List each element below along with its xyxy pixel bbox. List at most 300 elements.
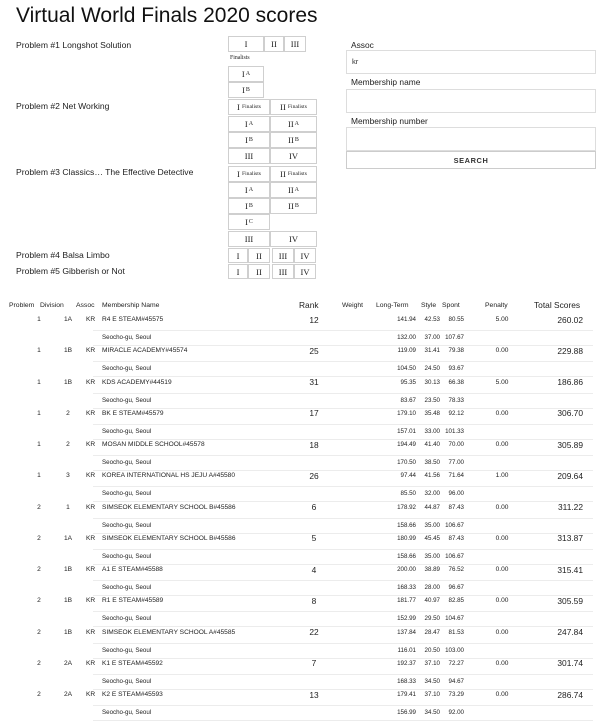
- cell-division: 1B: [63, 378, 73, 386]
- cell-assoc: KR: [86, 659, 96, 667]
- cell-assoc: KR: [86, 566, 96, 573]
- cell-problem: 2: [37, 659, 41, 667]
- cell-rank: 26: [309, 470, 319, 481]
- p3-button-III[interactable]: [228, 231, 270, 247]
- cell-name: SIMSEOK ELEMENTARY SCHOOL B#45586: [102, 534, 236, 542]
- p2-button-II-finalists[interactable]: [270, 99, 317, 115]
- cell-location: Seocho-gu, Seoul: [102, 615, 152, 623]
- cell-problem: 2: [37, 534, 41, 542]
- row-divider: [93, 361, 593, 362]
- problem-4-label: Problem #4 Balsa Limbo: [16, 250, 110, 260]
- cell-total: 186.86: [557, 377, 583, 387]
- p3-button-I-finalists[interactable]: [228, 166, 270, 182]
- row-divider: [93, 501, 593, 502]
- cell-lt: 178.92: [397, 503, 416, 511]
- cell-spont2: 93.67: [448, 365, 464, 373]
- p2-button-IV[interactable]: [270, 148, 317, 164]
- cell-problem: 2: [37, 503, 41, 511]
- p3-IIA-label: II: [287, 185, 294, 195]
- search-button[interactable]: SEARCH: [346, 151, 596, 169]
- cell-lt2: 85.50: [400, 490, 416, 498]
- cell-problem: 1: [37, 316, 41, 323]
- p2-III-label: III: [244, 151, 254, 161]
- cell-problem: 2: [37, 628, 41, 636]
- p1-IA-sub: A: [245, 71, 251, 77]
- cell-spont: 82.85: [448, 597, 464, 605]
- cell-assoc: KR: [86, 441, 96, 448]
- cell-total: 306.70: [557, 408, 583, 419]
- cell-lt2: 168.33: [397, 677, 416, 685]
- p4-button-III[interactable]: [272, 248, 294, 263]
- cell-problem: 1: [37, 441, 41, 448]
- cell-division: 1A: [63, 534, 73, 542]
- cell-spont2: 96.67: [448, 584, 464, 591]
- cell-name: BK E STEAM#45579: [102, 409, 164, 417]
- cell-style2: 35.00: [424, 552, 440, 560]
- cell-lt: 141.94: [397, 316, 416, 323]
- cell-name: MIRACLE ACADEMY#45574: [102, 347, 188, 355]
- cell-spont2: 104.67: [445, 615, 464, 623]
- p5-II-label: II: [256, 266, 262, 277]
- cell-location: Seocho-gu, Seoul: [102, 521, 152, 529]
- cell-spont: 81.53: [448, 628, 464, 636]
- p3-IC-label: I: [245, 217, 248, 227]
- cell-division: 2A: [63, 659, 73, 667]
- cell-total: 229.88: [557, 345, 583, 356]
- cell-lt: 192.37: [397, 659, 416, 667]
- p1-button-IA[interactable]: [228, 66, 264, 82]
- p4-button-I[interactable]: [228, 248, 248, 263]
- cell-location: Seocho-gu, Seoul: [102, 709, 152, 716]
- cell-style: 44.87: [424, 503, 440, 511]
- problem-3-label: Problem #3 Classics… The Effective Detective: [16, 167, 194, 177]
- row-divider: [93, 626, 593, 627]
- cell-name: MOSAN MIDDLE SCHOOL#45578: [102, 441, 205, 448]
- cell-spont2: 94.67: [448, 677, 464, 685]
- col-header-long-term: Long-Term: [376, 302, 409, 309]
- cell-location: Seocho-gu, Seoul: [102, 490, 152, 498]
- cell-penalty: 1.00: [495, 472, 509, 480]
- cell-spont2: 96.00: [448, 490, 464, 498]
- cell-location: Seocho-gu, Seoul: [102, 365, 152, 373]
- cell-lt: 180.99: [397, 534, 416, 542]
- row-divider: [93, 424, 593, 425]
- row-divider: [93, 611, 593, 612]
- cell-style: 37.10: [424, 659, 440, 667]
- p3-button-IIB[interactable]: [270, 198, 317, 214]
- row-divider: [93, 470, 593, 471]
- problem-2-label: Problem #2 Net Working: [16, 101, 110, 111]
- cell-style2: 32.00: [424, 490, 440, 498]
- p2-IA-sub: A: [248, 121, 254, 127]
- cell-penalty: 0.00: [495, 659, 509, 667]
- cell-spont: 72.27: [448, 659, 464, 667]
- cell-name: A1 E STEAM#45588: [102, 566, 163, 573]
- cell-style2: 33.00: [424, 427, 440, 435]
- p5-button-IV[interactable]: [294, 264, 316, 279]
- cell-name: R4 E STEAM#45575: [102, 316, 164, 323]
- cell-rank: 12: [309, 314, 319, 325]
- p3-button-IB[interactable]: [228, 198, 270, 214]
- p3-IIB-sub: B: [294, 203, 299, 209]
- cell-style: 37.10: [424, 691, 440, 698]
- cell-division: 2: [66, 409, 70, 417]
- p3-II-label: II: [280, 169, 286, 179]
- p2-button-IIA[interactable]: [270, 116, 317, 132]
- cell-lt2: 116.01: [397, 646, 416, 654]
- cell-spont: 73.29: [448, 691, 464, 698]
- cell-assoc: KR: [86, 628, 96, 636]
- cell-lt: 200.00: [397, 566, 416, 573]
- cell-style: 38.89: [424, 566, 440, 573]
- p3-IIA-sub: A: [294, 187, 299, 193]
- row-divider: [93, 408, 593, 409]
- col-header-weight: Weight: [342, 302, 364, 309]
- cell-division: 2A: [63, 691, 73, 698]
- p3-IA-label: I: [244, 185, 248, 195]
- p5-III-label: III: [278, 266, 288, 277]
- row-divider: [93, 643, 593, 644]
- row-divider: [93, 580, 593, 581]
- p2-IIB-label: II: [288, 135, 294, 145]
- cell-rank: 7: [311, 658, 317, 669]
- p1-button-I[interactable]: [228, 36, 264, 52]
- row-divider: [93, 595, 593, 596]
- p5-button-III[interactable]: [272, 264, 294, 279]
- membership-number-label: Membership number: [351, 116, 428, 126]
- cell-total: 301.74: [557, 658, 583, 669]
- p2-finalists-a: Finalists: [242, 104, 261, 110]
- cell-style2: 38.50: [424, 459, 440, 466]
- cell-problem: 1: [37, 409, 41, 417]
- cell-location: Seocho-gu, Seoul: [102, 396, 152, 404]
- row-divider: [93, 393, 593, 394]
- row-divider: [93, 518, 593, 519]
- cell-total: 305.89: [557, 439, 583, 450]
- row-divider: [93, 345, 593, 346]
- cell-style2: 28.00: [424, 584, 440, 591]
- cell-location: Seocho-gu, Seoul: [102, 552, 152, 560]
- cell-total: 286.74: [557, 689, 583, 700]
- cell-division: 1B: [63, 566, 73, 573]
- cell-style: 42.53: [424, 316, 440, 323]
- p2-button-III[interactable]: [228, 148, 270, 164]
- p1-II-label: II: [271, 39, 277, 49]
- cell-total: 315.41: [557, 564, 583, 575]
- col-header-assoc: Assoc: [76, 302, 95, 309]
- row-divider: [93, 564, 593, 565]
- cell-assoc: KR: [86, 378, 96, 386]
- p2-IV-label: IV: [289, 151, 298, 161]
- cell-location: Seocho-gu, Seoul: [102, 646, 152, 654]
- cell-style: 40.97: [424, 597, 440, 605]
- problem-1-label: Problem #1 Longshot Solution: [16, 40, 132, 50]
- cell-spont: 76.52: [448, 566, 464, 573]
- row-divider: [93, 533, 593, 534]
- p2-button-IIB[interactable]: [270, 132, 317, 148]
- cell-lt: 179.41: [397, 691, 416, 698]
- p3-IV-label: IV: [289, 234, 298, 244]
- cell-lt: 181.77: [397, 597, 416, 605]
- cell-spont2: 106.67: [445, 552, 464, 560]
- cell-lt2: 156.99: [397, 709, 416, 716]
- p1-finalists-label: Finalists: [230, 55, 250, 61]
- p3-button-IV[interactable]: [270, 231, 317, 247]
- row-divider: [93, 689, 593, 690]
- p4-button-II[interactable]: [248, 248, 270, 263]
- cell-total: 209.64: [557, 470, 583, 481]
- col-header-total-scores: Total Scores: [534, 300, 581, 310]
- cell-penalty: 0.00: [495, 566, 509, 573]
- row-divider: [93, 439, 593, 440]
- cell-location: Seocho-gu, Seoul: [102, 677, 152, 685]
- cell-spont: 87.43: [448, 503, 464, 511]
- assoc-input[interactable]: kr: [346, 50, 596, 74]
- p3-button-IIA[interactable]: [270, 182, 317, 198]
- p1-I-label: I: [244, 39, 248, 49]
- cell-spont2: 103.00: [445, 646, 464, 654]
- col-header-membership-name: Membership Name: [102, 302, 160, 309]
- cell-division: 1B: [63, 347, 73, 355]
- cell-style2: 29.50: [424, 615, 440, 623]
- cell-rank: 18: [309, 439, 319, 450]
- cell-lt2: 158.66: [397, 552, 416, 560]
- cell-rank: 17: [309, 408, 319, 419]
- p3-IIB-label: II: [288, 201, 294, 211]
- cell-style: 31.41: [424, 347, 440, 355]
- row-divider: [93, 486, 593, 487]
- cell-spont2: 106.67: [445, 521, 464, 529]
- p5-IV-label: IV: [300, 266, 310, 277]
- problem-5-label: Problem #5 Gibberish or Not: [16, 266, 125, 276]
- cell-name: KDS ACADEMY#44519: [102, 378, 172, 386]
- cell-style: 30.13: [424, 378, 440, 386]
- cell-style2: 34.50: [424, 709, 440, 716]
- cell-style2: 34.50: [424, 677, 440, 685]
- cell-spont: 79.38: [448, 347, 464, 355]
- cell-assoc: KR: [86, 472, 96, 480]
- cell-style: 28.47: [424, 628, 440, 636]
- cell-style2: 24.50: [424, 365, 440, 373]
- cell-lt2: 104.50: [397, 365, 416, 373]
- p3-button-II-finalists[interactable]: [270, 166, 317, 182]
- p4-II-label: II: [256, 250, 262, 261]
- cell-division: 1B: [63, 628, 73, 636]
- cell-rank: 5: [311, 533, 317, 544]
- p3-button-IA[interactable]: [228, 182, 270, 198]
- p3-I-label: I: [237, 169, 240, 179]
- row-divider: [93, 330, 593, 331]
- p2-button-I-finalists[interactable]: [228, 99, 270, 115]
- p1-IB-label: I: [242, 85, 245, 95]
- p4-button-IV[interactable]: [294, 248, 316, 263]
- cell-name: K1 E STEAM#45592: [102, 659, 163, 667]
- p3-finalists-b: Finalists: [287, 171, 307, 177]
- page-title: Virtual World Finals 2020 scores: [16, 4, 318, 27]
- p2-finalists-b: Finalists: [287, 104, 307, 110]
- cell-rank: 25: [309, 345, 319, 356]
- p5-button-I[interactable]: [228, 264, 248, 279]
- p3-IB-sub: B: [248, 203, 253, 209]
- cell-division: 1B: [63, 597, 73, 605]
- p3-IA-sub: A: [248, 187, 254, 193]
- cell-problem: 2: [37, 597, 41, 605]
- cell-spont2: 101.33: [445, 427, 464, 435]
- cell-rank: 8: [311, 595, 317, 606]
- cell-total: 313.87: [557, 533, 583, 544]
- membership-number-input[interactable]: [346, 127, 596, 151]
- cell-division: 2: [66, 441, 70, 448]
- cell-name: K2 E STEAM#45593: [102, 691, 163, 698]
- p3-IC-sub: C: [248, 219, 253, 225]
- col-header-spont: Spont: [442, 302, 460, 309]
- cell-lt2: 152.99: [397, 615, 416, 623]
- cell-name: R1 E STEAM#45589: [102, 597, 164, 605]
- p2-button-IA[interactable]: [228, 116, 270, 132]
- cell-division: 3: [66, 472, 70, 480]
- cell-division: 1A: [63, 316, 73, 323]
- cell-location: Seocho-gu, Seoul: [102, 427, 152, 435]
- row-divider: [93, 674, 593, 675]
- cell-lt: 95.35: [400, 378, 416, 386]
- p3-button-IC[interactable]: [228, 214, 270, 230]
- cell-lt2: 157.01: [397, 427, 416, 435]
- p5-I-label: I: [236, 266, 240, 277]
- row-divider: [93, 455, 593, 456]
- p3-finalists-a: Finalists: [242, 171, 261, 177]
- cell-style: 45.45: [424, 534, 440, 542]
- cell-spont: 87.43: [448, 534, 464, 542]
- cell-penalty: 0.00: [495, 597, 509, 605]
- p2-IB-label: I: [245, 135, 248, 145]
- cell-name: SIMSEOK ELEMENTARY SCHOOL A#45585: [102, 628, 236, 636]
- cell-name: KOREA INTERNATIONAL HS JEJU A#45580: [102, 472, 236, 480]
- cell-spont2: 92.00: [448, 709, 464, 716]
- cell-penalty: 0.00: [495, 409, 509, 417]
- cell-penalty: 0.00: [495, 503, 509, 511]
- col-header-style: Style: [421, 302, 437, 309]
- cell-assoc: KR: [86, 316, 96, 323]
- cell-total: 260.02: [557, 314, 583, 325]
- cell-style2: 20.50: [424, 646, 440, 654]
- p2-IA-label: I: [244, 119, 248, 129]
- p4-I-label: I: [236, 250, 240, 261]
- cell-total: 247.84: [557, 627, 583, 637]
- p3-IB-label: I: [245, 201, 248, 211]
- cell-penalty: 0.00: [495, 628, 509, 636]
- cell-spont2: 77.00: [448, 459, 464, 466]
- p1-III-label: III: [290, 39, 300, 49]
- cell-assoc: KR: [86, 503, 96, 511]
- cell-spont: 92.12: [448, 409, 464, 417]
- row-divider: [93, 549, 593, 550]
- cell-rank: 31: [309, 377, 319, 387]
- membership-name-input[interactable]: [346, 89, 596, 113]
- cell-problem: 2: [37, 691, 41, 698]
- cell-style2: 37.00: [424, 334, 440, 341]
- p3-III-label: III: [244, 234, 254, 244]
- cell-problem: 1: [37, 472, 41, 480]
- cell-spont: 70.00: [448, 441, 464, 448]
- cell-spont2: 78.33: [448, 396, 464, 404]
- cell-spont2: 107.67: [445, 334, 464, 341]
- cell-lt: 194.49: [397, 441, 416, 448]
- cell-lt: 119.09: [397, 347, 416, 355]
- p1-IA-label: I: [241, 69, 245, 79]
- cell-style: 41.40: [424, 441, 440, 448]
- cell-division: 1: [66, 503, 70, 511]
- cell-spont: 71.64: [448, 472, 464, 480]
- p1-IB-sub: B: [245, 87, 250, 93]
- cell-rank: 6: [311, 502, 317, 512]
- col-header-division: Division: [40, 302, 64, 309]
- col-header-rank: Rank: [299, 300, 319, 310]
- cell-total: 305.59: [557, 595, 583, 606]
- membership-name-label: Membership name: [351, 77, 421, 87]
- p4-IV-label: IV: [300, 250, 310, 261]
- col-header-problem: Problem: [9, 302, 35, 309]
- cell-style: 41.56: [424, 472, 440, 480]
- p1-button-III[interactable]: [284, 36, 306, 52]
- p2-II-label: II: [280, 102, 286, 112]
- cell-lt2: 158.66: [397, 521, 416, 529]
- cell-style2: 23.50: [424, 396, 440, 404]
- p2-IIA-label: II: [287, 119, 294, 129]
- cell-lt2: 132.00: [397, 334, 416, 341]
- cell-location: Seocho-gu, Seoul: [102, 584, 152, 591]
- cell-penalty: 0.00: [495, 441, 509, 448]
- cell-location: Seocho-gu, Seoul: [102, 334, 152, 341]
- p2-button-IB[interactable]: [228, 132, 270, 148]
- cell-style2: 35.00: [424, 521, 440, 529]
- row-divider: [93, 705, 593, 706]
- cell-problem: 1: [37, 378, 41, 386]
- cell-problem: 2: [37, 566, 41, 573]
- p4-III-label: III: [278, 250, 288, 261]
- cell-penalty: 5.00: [495, 378, 509, 386]
- cell-assoc: KR: [86, 534, 96, 542]
- cell-lt: 179.10: [397, 409, 416, 417]
- cell-lt: 97.44: [400, 472, 416, 480]
- cell-assoc: KR: [86, 409, 96, 417]
- cell-assoc: KR: [86, 691, 96, 698]
- cell-assoc: KR: [86, 347, 96, 355]
- assoc-label: Assoc: [351, 40, 374, 50]
- cell-lt2: 168.33: [397, 584, 416, 591]
- p2-IIA-sub: A: [294, 121, 299, 127]
- cell-style: 35.48: [424, 409, 440, 417]
- cell-penalty: 0.00: [495, 691, 509, 698]
- cell-penalty: 0.00: [495, 347, 509, 355]
- row-divider: [93, 376, 593, 377]
- cell-rank: 13: [309, 689, 319, 700]
- cell-spont: 66.38: [448, 378, 464, 386]
- p5-button-II[interactable]: [248, 264, 270, 279]
- row-divider: [93, 658, 593, 659]
- col-header-penalty: Penalty: [485, 302, 508, 309]
- cell-lt: 137.84: [397, 628, 416, 636]
- p2-IB-sub: B: [248, 137, 253, 143]
- cell-spont: 80.55: [448, 316, 464, 323]
- p1-button-II[interactable]: [264, 36, 284, 52]
- cell-problem: 1: [37, 347, 41, 355]
- p1-button-IB[interactable]: [228, 82, 264, 98]
- p2-IIB-sub: B: [294, 137, 299, 143]
- cell-lt2: 83.67: [400, 396, 416, 404]
- cell-name: SIMSEOK ELEMENTARY SCHOOL B#45586: [102, 503, 236, 511]
- cell-penalty: 0.00: [495, 534, 509, 542]
- cell-assoc: KR: [86, 597, 96, 605]
